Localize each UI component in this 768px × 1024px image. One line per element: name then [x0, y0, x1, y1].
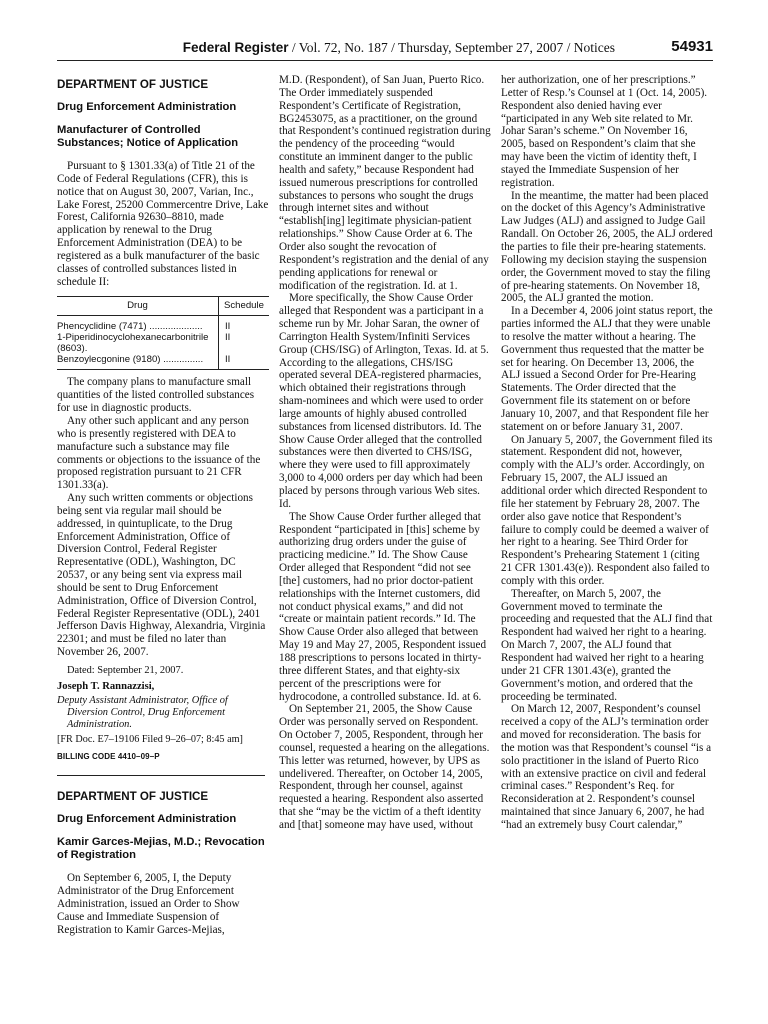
signer-name: Joseph T. Rannazzisi, [57, 680, 155, 692]
notice2-subject: Kamir Garces-Mejias, M.D.; Revocation of Registration [57, 836, 265, 862]
notice1-paragraph: The company plans to manufacture small quantities of the listed controlled substances for use in diagnostic products. [57, 376, 255, 415]
journal-name: Federal Register [182, 40, 289, 55]
notice2-intro: On September 6, 2005, I, the Deputy Administrator of the Drug Enforcement Administration, issued an Order to Show Cause and Immediate Suspension of Registration to Kamir Garces-Mejias, [57, 872, 240, 936]
notice2-paragraph: On March 12, 2007, Respondent’s counsel received a copy of the ALJ’s termination order and moved for reconsideration. The basis for the motion was that Respondent’s counsel “is a solo practitioner in the island of Puerto Rico with an extensive practice on civil and federal criminal cases.” Respondent’s Req. for Reconsideration at 2. Respondent’s counsel maintained that since January 6, 2007, he had “had an extremely busy Court calendar,” [501, 703, 712, 831]
notice2-paragraph: her authorization, one of her prescriptions.” Letter of Resp.’s Counsel at 1 (Oct. 14, 2005). Respondent also denied having ever “participated in any Web site related to Mr. Johar Saran’s scheme.” On November 16, 2005, based on Respondent’s claim that she may have been the victim of identity theft, I stayed the Immediate Suspension of her registration. [501, 74, 708, 189]
notice2-paragraph: In the meantime, the matter had been placed on the docket of this Agency’s Administrative Law Judges (ALJ) and assigned to Judge Gail Randall. On October 26, 2005, the ALJ ordered the parties to file their pre-hearing statements. Following my decision staying the suspension order, the Government moved to stay the filing of pre-hearing statements. On November 18, 2005, the ALJ granted the motion. [501, 189, 713, 305]
drug-column-header: Drug [57, 297, 219, 316]
table-row [57, 332, 269, 354]
notice2-department: DEPARTMENT OF JUSTICE [57, 790, 209, 804]
notice2-paragraph: On September 21, 2005, the Show Cause Order was personally served on Respondent. On October 7, 2005, Respondent, through her counsel, requested a hearing on the allegations. This letter was returned, however, by UPS as undelivered. Thereafter, on October 14, 2005, Respondent, through her counsel, against requested a hearing. Respondent also asserted that she “may be the victim of a theft identity and [that] someone may have used, without [279, 703, 490, 831]
page-number: 54931 [671, 38, 713, 55]
notice1-paragraph: Any such written comments or objections being sent via regular mail should be addressed, in quintuplicate, to the Drug Enforcement Administration, Office of Diversion Control, Federal Register Representative (ODL), Washington, DC 20537, or any being sent via express mail should be sent to Drug Enforcement Administration, Office of Diversion Control, Federal Register Representative (ODL), 2401 Jefferson Davis Highway, Alexandria, Virginia 22301; and must be filed no later than November 26, 2007. [57, 492, 266, 659]
schedule-column-header: Schedule [219, 297, 270, 316]
dated-line: Dated: September 21, 2007. [67, 665, 184, 676]
notice1-department: DEPARTMENT OF JUSTICE [57, 78, 209, 91]
page-header [57, 38, 713, 61]
drug-schedule: II [219, 354, 270, 370]
notice2-paragraph: The Show Cause Order further alleged that Respondent “participated in [this] scheme by authorizing drug orders under the guise of practicing medicine.” Id. The Show Cause Order alleged that Respondent “did not see [the] customers, had no prior doctor-patient relationships with the Internet customers, did not conduct physical exams,” and did not “create or maintain patient records.” Id. The Show Cause Order also alleged that between May 19 and May 27, 2005, Respondent issued 188 prescriptions to persons located in thirty-three different States, and that eighty-six percent of the prescriptions were for hydrocodone, a controlled substance. Id. at 6. [279, 510, 487, 703]
billing-code: BILLING CODE 4410–09–P [57, 751, 160, 761]
signer-title: Deputy Assistant Administrator, Office of Diversion Control, Drug Enforcement Administration. [57, 694, 228, 730]
column-3 [501, 74, 713, 832]
notice1-subject: Manufacturer of Controlled Substances; Notice of Application [57, 124, 239, 149]
notice1-paragraph: Any other such applicant and any person who is presently registered with DEA to manufacture such a substance may file comments or objections to the issuance of the proposed registration pursuant to 21 CFR 1301.33(a). [57, 414, 261, 492]
fr-doc-line: [FR Doc. E7–19106 Filed 9–26–07; 8:45 am] [57, 733, 243, 745]
column-1 [57, 74, 269, 937]
drug-schedule: II [225, 332, 231, 344]
notice2-paragraph: More specifically, the Show Cause Order alleged that Respondent was a participant in a scheme run by Mr. Johar Saran, the owner of Carrington Health System/Infiniti Services Group (CHS/ISG) of Arlington, Texas. Id. at 5. According to the allegations, CHS/ISG operated several DEA-registered pharmacies, which obtained their registrations through sham-nominees and which were used to order large amounts of highly abused controlled substances from licensed distributors. Id. The Show Cause Order alleged that the controlled substances were then diverted to CHS/ISG, where they were used to fill approximately 3,000 to 4,000 orders per day which had been placed by persons through various Web sites. Id. [279, 292, 489, 510]
notice1-agency: Drug Enforcement Administration [57, 101, 237, 113]
notice2-paragraph: M.D. (Respondent), of San Juan, Puerto Rico. The Order immediately suspended Respondent’s Certificate of Registration, BG2453075, as a practitioner, on the ground that Respondent’s continued registration during the pendency of the proceeding “would constitute an imminent danger to the public health and safety,” because Respondent had issued numerous prescriptions for controlled substances to persons who sought the drugs through internet sites and without “establish[ing] legitimate physician-patient relationships.” Show Cause Order at 6. The Order also sought the revocation of Respondent’s registration and the denial of any pending applications for renewal or modification of the registration. Id. at 1. [279, 74, 491, 292]
notice2-paragraph: Thereafter, on March 5, 2007, the Government moved to terminate the proceeding and requested that the ALJ find that Respondent had waived her right to a hearing. On March 7, 2007, the ALJ found that Respondent had waived her right to a hearing under 21 CFR 1301.43(e), granted the Government’s motion, and ordered that the proceeding be terminated. [501, 587, 713, 703]
notice2-agency: Drug Enforcement Administration [57, 813, 237, 826]
drug-name: Phencyclidine (7471) .................... [57, 316, 219, 333]
notice-divider [57, 775, 265, 776]
drug-schedule: II [225, 321, 231, 333]
column-2 [279, 74, 491, 832]
notice2-paragraph: On January 5, 2007, the Government filed its statement. Respondent did not, however, comply with the ALJ’s order. Accordingly, on February 15, 2007, the ALJ issued an additional order which directed Respondent to file her statement by February 28, 2007. The order also gave notice that Respondent’s failure to comply could be deemed a waiver of her right to a hearing. See Third Order for Respondent’s Prehearing Statement 1 (citing 21 CFR 1301.43(e)). Respondent also failed to comply with this order. [501, 433, 713, 587]
drug-table [57, 296, 269, 370]
notice2-paragraph: In a December 4, 2006 joint status report, the parties informed the ALJ that they were unable to resolve the matter without a hearing. The Government thus requested that the matter be set for hearing. On December 13, 2006, the ALJ issued a Second Order for Pre-Hearing Statements. The Order directed that the Government file its statement on or before January 10, 2007, and that Respondent file her statement on or before January 31, 2007. [501, 305, 713, 433]
running-head [183, 40, 615, 56]
issue-info: / Vol. 72, No. 187 / Thursday, September 27, 2007 / Notices [288, 40, 615, 55]
notice1-intro: Pursuant to § 1301.33(a) of Title 21 of the Code of Federal Regulations (CFR), this is notice that on August 30, 2007, Varian, Inc., Lake Forest, 25200 Commercentre Drive, Lake Forest, California 92630–8810, made application by renewal to the Drug Enforcement Administration (DEA) to be registered as a bulk manufacturer of the basic classes of controlled substances listed in schedule II: [57, 160, 269, 288]
table-row [57, 316, 269, 333]
drug-name: Benzoylecgonine (9180) ............... [57, 354, 219, 370]
drug-name: 1-Piperidinocyclohexanecarbonitrile (8603). [57, 332, 219, 354]
table-row [57, 354, 269, 370]
